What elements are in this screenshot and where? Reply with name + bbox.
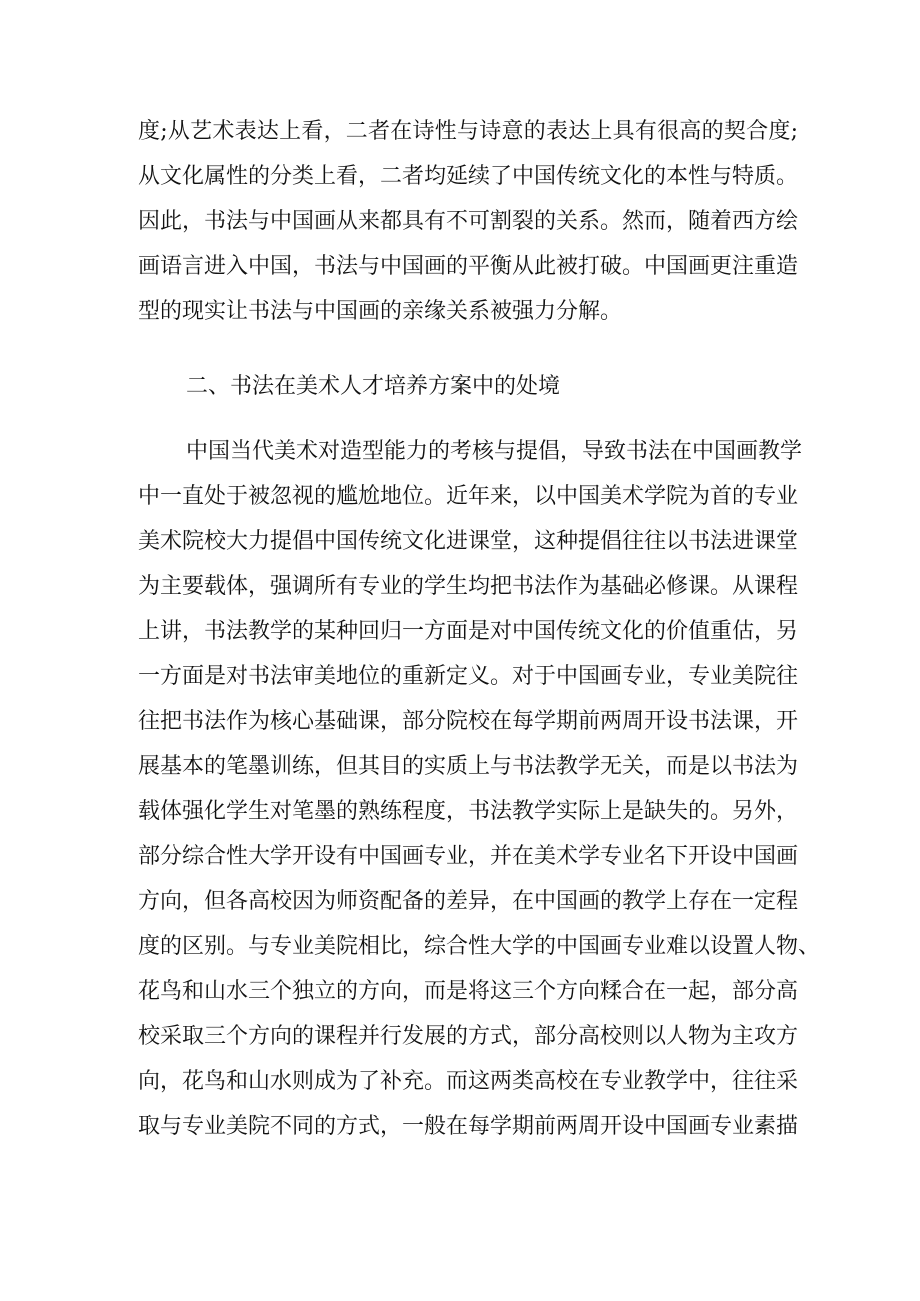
paragraph-2-line-4: 为主要载体，强调所有专业的学生均把书法作为基础必修课。从课程 — [138, 574, 799, 599]
paragraph-2-line-16: 取与专业美院不同的方式，一般在每学期前两周开设中国画专业素描 — [138, 1114, 799, 1139]
paragraph-1-line-5: 型的现实让书法与中国画的亲缘关系被强力分解。 — [138, 299, 623, 324]
paragraph-2-line-11: 方向，但各高校因为师资配备的差异，在中国画的教学上存在一定程 — [138, 889, 799, 914]
paragraph-2-line-10: 部分综合性大学开设有中国画专业，并在美术学专业名下开设中国画 — [138, 844, 799, 869]
paragraph-2-line-15: 向，花鸟和山水则成为了补充。而这两类高校在专业教学中，往往采 — [138, 1069, 799, 1094]
paragraph-1-line-4: 画语言进入中国，书法与中国画的平衡从此被打破。中国画更注重造 — [138, 254, 799, 279]
paragraph-2-line-9: 载体强化学生对笔墨的熟练程度，书法教学实际上是缺失的。另外， — [138, 799, 799, 824]
paragraph-2-line-6: 一方面是对书法审美地位的重新定义。对于中国画专业，专业美院往 — [138, 664, 799, 689]
paragraph-2-line-14: 校采取三个方向的课程并行发展的方式，部分高校则以人物为主攻方 — [138, 1024, 799, 1049]
paragraph-2-line-2: 中一直处于被忽视的尴尬地位。近年来，以中国美术学院为首的专业 — [138, 484, 799, 509]
paragraph-2-line-5: 上讲，书法教学的某种回归一方面是对中国传统文化的价值重估，另 — [138, 619, 799, 644]
paragraph-2-line-13: 花鸟和山水三个独立的方向，而是将这三个方向糅合在一起，部分高 — [138, 979, 799, 1004]
section-heading: 二、书法在美术人才培养方案中的处境 — [186, 374, 561, 399]
paragraph-2-line-3: 美术院校大力提倡中国传统文化进课堂，这种提倡往往以书法进课堂 — [138, 529, 799, 554]
paragraph-2-line-8: 展基本的笔墨训练，但其目的实质上与书法教学无关，而是以书法为 — [138, 754, 799, 779]
paragraph-2-line-1: 中国当代美术对造型能力的考核与提倡，导致书法在中国画教学 — [186, 439, 803, 464]
paragraph-1-line-2: 从文化属性的分类上看，二者均延续了中国传统文化的本性与特质。 — [138, 164, 799, 189]
paragraph-2-line-12: 度的区别。与专业美院相比，综合性大学的中国画专业难以设置人物、 — [138, 934, 821, 959]
paragraph-1-line-1: 度;从艺术表达上看，二者在诗性与诗意的表达上具有很高的契合度; — [138, 119, 798, 144]
paragraph-2-line-7: 往把书法作为核心基础课，部分院校在每学期前两周开设书法课，开 — [138, 709, 799, 734]
paragraph-1-line-3: 因此，书法与中国画从来都具有不可割裂的关系。然而，随着西方绘 — [138, 209, 799, 234]
